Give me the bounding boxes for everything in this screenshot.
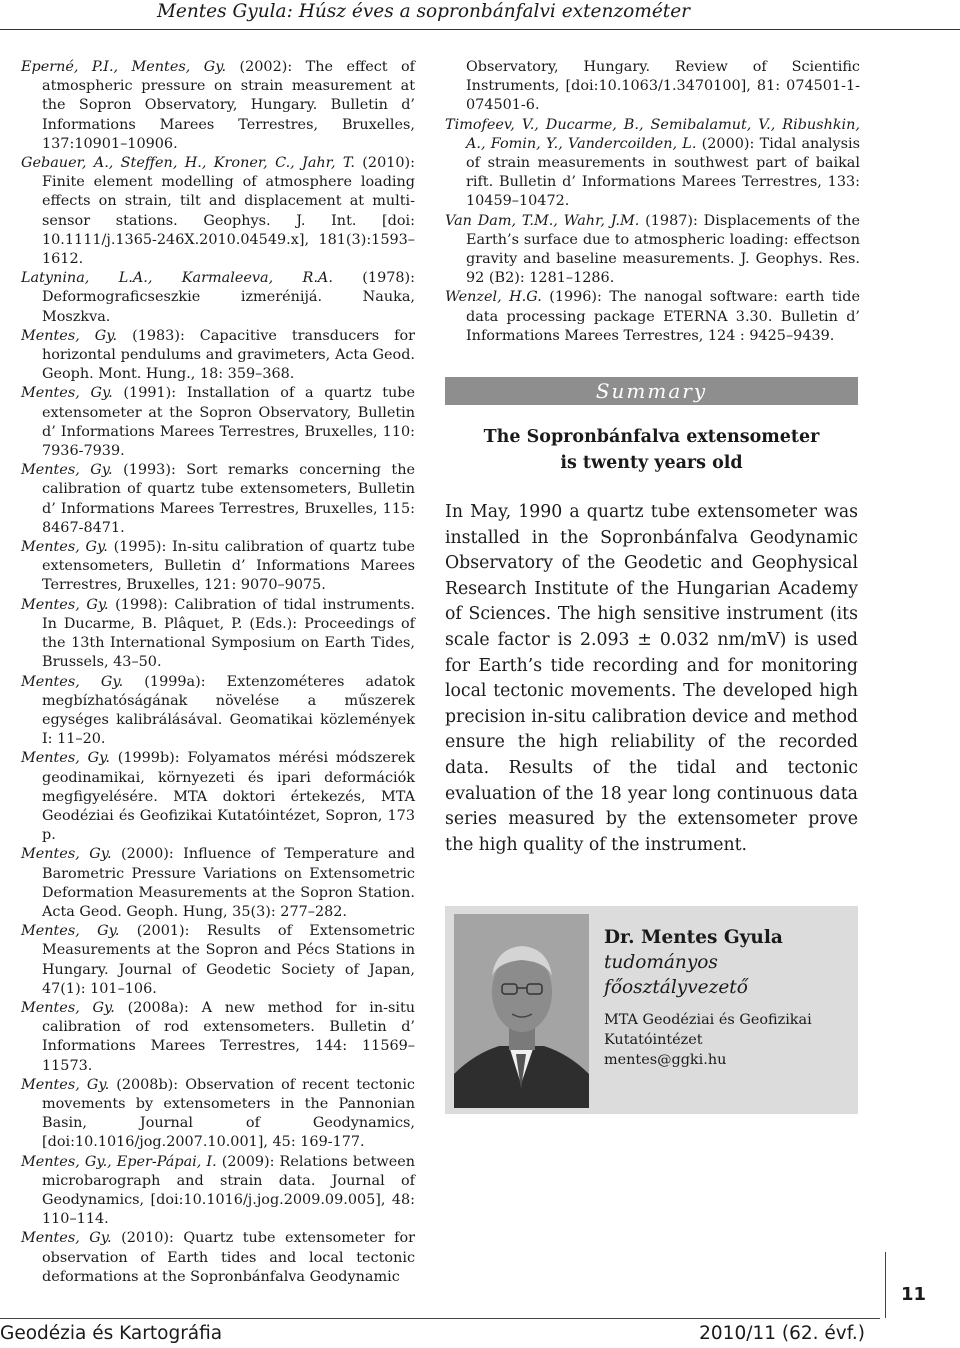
reference-authors: Mentes, Gy. [21, 846, 112, 863]
reference-authors: Mentes, Gy. [21, 596, 109, 613]
reference-text: (2010): Finite element modelling of atmosphere loading effects on strain, tilt and displacement at multi-sensor stations. Geophys. J. Int. [doi: 10.1111/j.1365-246X.2010.04549.x], 181(3):1593–1612. [42, 155, 415, 268]
author-position-line-2: főosztályvezető [604, 977, 748, 998]
reference-text: (1996): The nanogal software: earth tide data processing package ETERNA 3.30. Bulletin d’ Informations Marees Terrestres, 124 : 9425–9439. [466, 289, 860, 344]
reference-text: (2002): The effect of atmospheric pressure on strain measurement at the Sopron Observatory, Hungary. Bulletin d’ Informations Marees Terrestres, Bruxelles, 137:10901–10906. [42, 59, 415, 152]
summary-body: In May, 1990 a quartz tube extensometer was installed in the Sopronbánfalva Geodynamic Observatory of the Geodetic and Geophysical Research Institute of the Hungarian Academy of Sciences. The high sensitive instrument (its scale factor is 2.093 ± 0.032 nm/mV) is used for Earth’s tide recording and for monitoring local tectonic movements. The developed high precision in-situ calibration device and method ensure the high reliability of the recorded data. Results of the tidal and tectonic evaluation of the 18 year long continuous data series measured by the extensometer prove the high quality of the instrument. [445, 502, 858, 855]
header-title: Mentes Gyula: Húsz éves a sopronbánfalvi extenzométer [156, 1, 690, 22]
reference-text: (2009): Relations between microbarograph and strain data. Journal of Geodynamics, [doi:10.1016/j.jog.2009.09.005], 48: 110–114. [42, 1153, 416, 1228]
summary-heading-bar [445, 377, 858, 405]
reference-entry [445, 288, 860, 346]
reference-authors: Mentes, Gy., Eper-Pápai, I. [21, 1153, 217, 1170]
reference-text: (2010): Quartz tube extensometer for observation of Earth tides and local tectonic deformations at the Sopronbánfalva Geodynamic [42, 1230, 416, 1285]
reference-text: (1999a): Extenzométeres adatok megbízhatóságának növelése a műszerek egységes kalibrálásával. Geomatikai közlemények I: 11–20. [42, 673, 416, 748]
reference-entry [445, 212, 860, 289]
reference-text: (1991): Installation of a quartz tube extensometer at the Sopron Observatory, Bulletin d’ Informations Marees Terrestres, Bruxelles, 110: 7936-7939. [42, 385, 415, 460]
summary-title-line-2: is twenty years old [560, 453, 743, 473]
references-right-column [445, 58, 860, 346]
reference-entry [21, 538, 415, 596]
reference-authors: Mentes, Gy. [21, 462, 113, 479]
reference-authors: Timofeev, V., Ducarme, B., Semibalamut, V., Ribushkin, A., Fomin, Y., Vandercoilden, L. [445, 116, 860, 152]
author-email[interactable]: mentes@ggki.hu [604, 1052, 727, 1068]
summary-title [445, 424, 858, 476]
author-affiliation [604, 1010, 854, 1070]
journal-name: Geodézia és Kartográfia [0, 1323, 223, 1344]
header-rule [0, 29, 960, 30]
reference-entry [445, 116, 860, 212]
author-affiliation-text: MTA Geodéziai és Geofizikai Kutatóintézet [604, 1012, 812, 1048]
reference-authors: Mentes, Gy. [21, 385, 113, 402]
reference-authors: Mentes, Gy. [21, 1076, 110, 1093]
reference-text: Observatory, Hungary. Review of Scientific Instruments, [doi:10.1063/1.3470100], 81: 074501-1-074501-6. [466, 59, 860, 114]
reference-entry [21, 154, 415, 269]
issue-info: 2010/11 (62. évf.) [699, 1323, 865, 1344]
author-photo [454, 914, 589, 1108]
author-info [604, 926, 854, 1070]
reference-text: (1998): Calibration of tidal instruments. In Ducarme, B. Plâquet, P. (Eds.): Proceedings of the 13th International Symposium on Earth Tides, Brussels, 43–50. [42, 596, 416, 671]
author-position-line-1: tudományos [604, 952, 718, 973]
reference-entry [21, 999, 415, 1076]
author-name: Dr. Mentes Gyula [604, 927, 783, 948]
reference-text: (1999b): Folyamatos mérési módszerek geodinamikai, környezeti és ipari deformációk megfigyelésére. MTA doktori értekezés, MTA Geodéziai és Geofizikai Kutatóintézet, Sopron, 173 p. [42, 750, 415, 844]
reference-authors: Mentes, Gy. [21, 750, 110, 767]
reference-authors: Mentes, Gy. [21, 923, 120, 940]
reference-authors: Mentes, Gy. [21, 327, 118, 344]
reference-authors: Mentes, Gy. [21, 673, 124, 690]
portrait-image [454, 914, 589, 1108]
reference-text: (2001): Results of Extensometric Measurements at the Sopron and Pécs Stations in Hungary. Journal of Geodetic Society of Japan, 47(1): 101–106. [42, 923, 415, 997]
reference-entry [21, 596, 415, 673]
reference-authors: Van Dam, T.M., Wahr, J.M. [445, 212, 640, 229]
reference-authors: Eperné, P.I., Mentes, Gy. [21, 59, 227, 75]
reference-entry [445, 58, 860, 116]
references-left-column [21, 58, 415, 1287]
reference-authors: Mentes, Gy. [21, 999, 115, 1016]
reference-text: (1987): Displacements of the Earth’s surface due to atmospheric loading: effectson gravity and baseline measurements. J. Geophys. Res. 92 (B2): 1281–1286. [466, 212, 860, 287]
reference-authors: Wenzel, H.G. [445, 289, 542, 306]
reference-entry [21, 1076, 415, 1153]
running-header [0, 0, 960, 30]
reference-entry [21, 1229, 415, 1287]
reference-entry [21, 749, 415, 845]
summary-title-line-1: The Sopronbánfalva extensometer [483, 427, 820, 447]
reference-authors: Gebauer, A., Steffen, H., Kroner, C., Jahr, T. [21, 155, 355, 172]
reference-text: (2000): Tidal analysis of strain measurements in southwest part of baikal rift. Bulletin d’ Informations Marees Terrestres, 133: 10459–10472. [466, 135, 860, 210]
reference-entry [21, 327, 415, 385]
reference-text: (1993): Sort remarks concerning the calibration of quartz tube extensometers, Bulletin d’ Informations Marees Terrestres, Bruxelles, 115: 8467-8471. [42, 462, 415, 536]
summary-heading: Summary [595, 379, 708, 403]
footer-rule [0, 1318, 880, 1319]
reference-entry [21, 384, 415, 461]
reference-authors: Mentes, Gy. [21, 539, 108, 556]
reference-text: (2008b): Observation of recent tectonic movements by extensometers in the Pannonian Basin, Journal of Geodynamics, [doi:10.1016/jog.2007.10.001], 45: 169-177. [42, 1076, 415, 1151]
reference-text: (2000): Influence of Temperature and Barometric Pressure Variations on Extensometric Deformation Measurements at the Sopron Station. Acta Geod. Geoph. Hung, 35(3): 277–282. [42, 846, 416, 920]
reference-text: (1995): In-situ calibration of quartz tube extensometers, Bulletin d’ Informations Marees Terrestres, Bruxelles, 121: 9070–9075. [42, 539, 416, 594]
reference-entry [21, 461, 415, 538]
reference-entry [21, 673, 415, 750]
reference-entry [21, 922, 415, 999]
page-number: 11 [900, 1284, 926, 1305]
reference-entry [21, 269, 415, 327]
reference-text: (1978): Deformograficseszkie izmerénijá. Nauka, Moszkva. [42, 270, 415, 325]
reference-authors: Latynina, L.A., Karmaleeva, R.A. [21, 270, 333, 287]
reference-text: (2008a): A new method for in-situ calibration of rod extensometers. Bulletin d’ Informations Marees Terrestres, 144: 11569–11573. [42, 999, 415, 1074]
reference-text: (1983): Capacitive transducers for horizontal pendulums and gravimeters, Acta Geod. Geoph. Mont. Hung., 18: 359–368. [42, 327, 415, 383]
reference-entry [21, 1153, 415, 1230]
page-number-box [885, 1252, 938, 1318]
reference-entry [21, 845, 415, 922]
reference-authors: Mentes, Gy. [21, 1230, 112, 1247]
reference-entry [21, 58, 415, 154]
